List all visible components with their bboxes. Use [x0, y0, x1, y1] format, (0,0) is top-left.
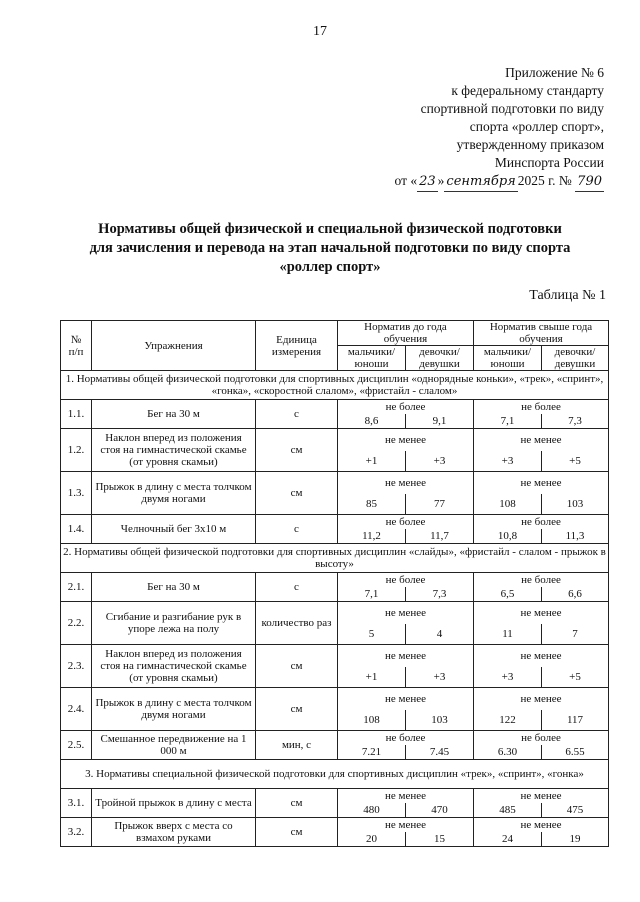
unit: с — [256, 515, 338, 544]
unit: см — [256, 429, 338, 472]
exercise-name: Бег на 30 м — [92, 400, 256, 429]
exercise-name: Наклон вперед из положения стоя на гимнастической скамье (от уровня скамьи) — [92, 429, 256, 472]
exercise-name: Прыжок вверх с места со взмахом руками — [92, 818, 256, 847]
unit: см — [256, 818, 338, 847]
table-row — [61, 573, 609, 588]
norm-value: 11 — [474, 624, 542, 645]
norm-value: 470 — [406, 803, 474, 818]
qualifier-after: не менее — [474, 818, 609, 833]
table-row — [61, 400, 609, 415]
norm-value: 20 — [338, 832, 406, 847]
date-prefix: от « — [394, 173, 418, 188]
unit: с — [256, 573, 338, 602]
section-title: 1. Нормативы общей физической подготовки для спортивных дисциплин «однорядные коньки», «трек», «спринт», «гонка», «скоростной слалом», «фристайл - слалом» — [61, 371, 609, 400]
qualifier-before: не более — [338, 515, 474, 530]
norms-table — [60, 320, 609, 847]
table-row — [61, 645, 609, 668]
date-day-handwritten: 23 — [417, 173, 438, 192]
table-row — [61, 429, 609, 452]
unit: мин, с — [256, 731, 338, 760]
norm-value: +1 — [338, 451, 406, 472]
norm-value: 6.30 — [474, 745, 542, 760]
norm-value: +3 — [406, 451, 474, 472]
unit: см — [256, 645, 338, 688]
norm-value: 5 — [338, 624, 406, 645]
unit: см — [256, 472, 338, 515]
norm-value: +5 — [542, 667, 609, 688]
norm-value: 6,6 — [542, 587, 609, 602]
section-title: 3. Нормативы специальной физической подготовки для спортивных дисциплин «трек», «спринт», «гонка» — [61, 760, 609, 789]
norm-value: 117 — [542, 710, 609, 731]
row-number: 1.2. — [61, 429, 92, 472]
appendix-line: спорта «роллер спорт», — [469, 119, 604, 134]
norm-value: 6.55 — [542, 745, 609, 760]
title-line: «роллер спорт» — [279, 259, 381, 275]
date-mid: » — [437, 173, 445, 188]
unit: количество раз — [256, 602, 338, 645]
header-unit: Единица измерения — [256, 321, 338, 371]
header-exercise: Упражнения — [92, 321, 256, 371]
exercise-name: Наклон вперед из положения стоя на гимнастической скамье (от уровня скамьи) — [92, 645, 256, 688]
table-row — [61, 472, 609, 495]
norm-value: 7,3 — [406, 587, 474, 602]
appendix-line: к федеральному стандарту — [451, 83, 604, 98]
header-boys: мальчики/ юноши — [474, 346, 542, 371]
norm-value: +3 — [474, 667, 542, 688]
row-number: 3.2. — [61, 818, 92, 847]
norm-value: 480 — [338, 803, 406, 818]
qualifier-after: не менее — [474, 472, 609, 495]
qualifier-before: не менее — [338, 688, 474, 711]
qualifier-before: не менее — [338, 602, 474, 625]
appendix-line: Минспорта России — [494, 155, 604, 170]
row-number: 2.1. — [61, 573, 92, 602]
norm-value: 19 — [542, 832, 609, 847]
norm-value: 6,5 — [474, 587, 542, 602]
exercise-name: Тройной прыжок в длину с места — [92, 789, 256, 818]
norm-value: +3 — [474, 451, 542, 472]
date-month-handwritten: сентября — [444, 173, 517, 192]
header-girls: девочки/ девушки — [406, 346, 474, 371]
qualifier-after: не более — [474, 731, 609, 746]
row-number: 2.5. — [61, 731, 92, 760]
qualifier-before: не менее — [338, 472, 474, 495]
row-number: 2.4. — [61, 688, 92, 731]
row-number: 1.3. — [61, 472, 92, 515]
appendix-line: спортивной подготовки по виду — [420, 101, 604, 116]
table-row — [61, 602, 609, 625]
row-number: 2.2. — [61, 602, 92, 645]
qualifier-after: не менее — [474, 645, 609, 668]
unit: с — [256, 400, 338, 429]
norm-value: 85 — [338, 494, 406, 515]
unit: см — [256, 789, 338, 818]
qualifier-before: не более — [338, 573, 474, 588]
norm-value: +1 — [338, 667, 406, 688]
qualifier-after: не менее — [474, 789, 609, 804]
norm-value: 108 — [474, 494, 542, 515]
norm-value: 11,3 — [542, 529, 609, 544]
qualifier-before: не менее — [338, 429, 474, 452]
header-boys: мальчики/ юноши — [338, 346, 406, 371]
table-row — [61, 688, 609, 711]
exercise-name: Бег на 30 м — [92, 573, 256, 602]
norm-value: 103 — [542, 494, 609, 515]
qualifier-before: не менее — [338, 818, 474, 833]
unit: см — [256, 688, 338, 731]
appendix-line: утвержденному приказом — [456, 137, 604, 152]
row-number: 1.4. — [61, 515, 92, 544]
exercise-name: Челночный бег 3х10 м — [92, 515, 256, 544]
norm-value: 8,6 — [338, 414, 406, 429]
appendix-line: Приложение № 6 — [505, 65, 604, 80]
norm-value: 122 — [474, 710, 542, 731]
norm-value: 7 — [542, 624, 609, 645]
qualifier-before: не более — [338, 731, 474, 746]
document-title — [60, 220, 600, 277]
appendix-block — [344, 64, 604, 192]
row-number: 1.1. — [61, 400, 92, 429]
exercise-name: Прыжок в длину с места толчком двумя ногами — [92, 688, 256, 731]
norm-value: 9,1 — [406, 414, 474, 429]
header-after-year: Норматив свыше года обучения — [474, 321, 609, 346]
section-header-row — [61, 371, 609, 400]
exercise-name: Прыжок в длину с места толчком двумя ногами — [92, 472, 256, 515]
norm-value: 7,1 — [338, 587, 406, 602]
header-before-year: Норматив до года обучения — [338, 321, 474, 346]
table-body — [61, 371, 609, 847]
norm-value: 7,3 — [542, 414, 609, 429]
norm-value: 77 — [406, 494, 474, 515]
norm-value: 11,7 — [406, 529, 474, 544]
norm-value: 4 — [406, 624, 474, 645]
table-row — [61, 515, 609, 530]
qualifier-before: не менее — [338, 645, 474, 668]
norm-value: 7.21 — [338, 745, 406, 760]
norm-value: 15 — [406, 832, 474, 847]
norm-value: 7.45 — [406, 745, 474, 760]
norm-value: +3 — [406, 667, 474, 688]
section-header-row — [61, 760, 609, 789]
norm-value: 10,8 — [474, 529, 542, 544]
table-row — [61, 731, 609, 746]
norm-value: +5 — [542, 451, 609, 472]
qualifier-after: не более — [474, 515, 609, 530]
norm-value: 485 — [474, 803, 542, 818]
qualifier-after: не более — [474, 400, 609, 415]
order-date-line — [344, 172, 604, 192]
row-number: 2.3. — [61, 645, 92, 688]
qualifier-after: не менее — [474, 602, 609, 625]
row-number: 3.1. — [61, 789, 92, 818]
qualifier-after: не более — [474, 573, 609, 588]
norm-value: 11,2 — [338, 529, 406, 544]
qualifier-after: не менее — [474, 429, 609, 452]
norm-value: 475 — [542, 803, 609, 818]
title-line: для зачисления и перевода на этап начальной подготовки по виду спорта — [89, 240, 571, 256]
date-year: 2025 г. № — [517, 173, 572, 188]
page-number: 17 — [313, 24, 327, 39]
title-line: Нормативы общей физической и специальной физической подготовки — [98, 221, 562, 237]
exercise-name: Смешанное передвижение на 1 000 м — [92, 731, 256, 760]
section-title: 2. Нормативы общей физической подготовки для спортивных дисциплин «слайды», «фристайл - слалом - прыжок в высоту» — [61, 544, 609, 573]
table-row — [61, 818, 609, 833]
qualifier-before: не менее — [338, 789, 474, 804]
table-row — [61, 789, 609, 804]
table-caption: Таблица № 1 — [529, 288, 606, 303]
qualifier-before: не более — [338, 400, 474, 415]
section-header-row — [61, 544, 609, 573]
norm-value: 24 — [474, 832, 542, 847]
norm-value: 103 — [406, 710, 474, 731]
norm-value: 7,1 — [474, 414, 542, 429]
header-num: № п/п — [61, 321, 92, 371]
exercise-name: Сгибание и разгибание рук в упоре лежа на полу — [92, 602, 256, 645]
qualifier-after: не менее — [474, 688, 609, 711]
norm-value: 108 — [338, 710, 406, 731]
header-girls: девочки/ девушки — [542, 346, 609, 371]
order-number-handwritten: 790 — [575, 173, 604, 192]
